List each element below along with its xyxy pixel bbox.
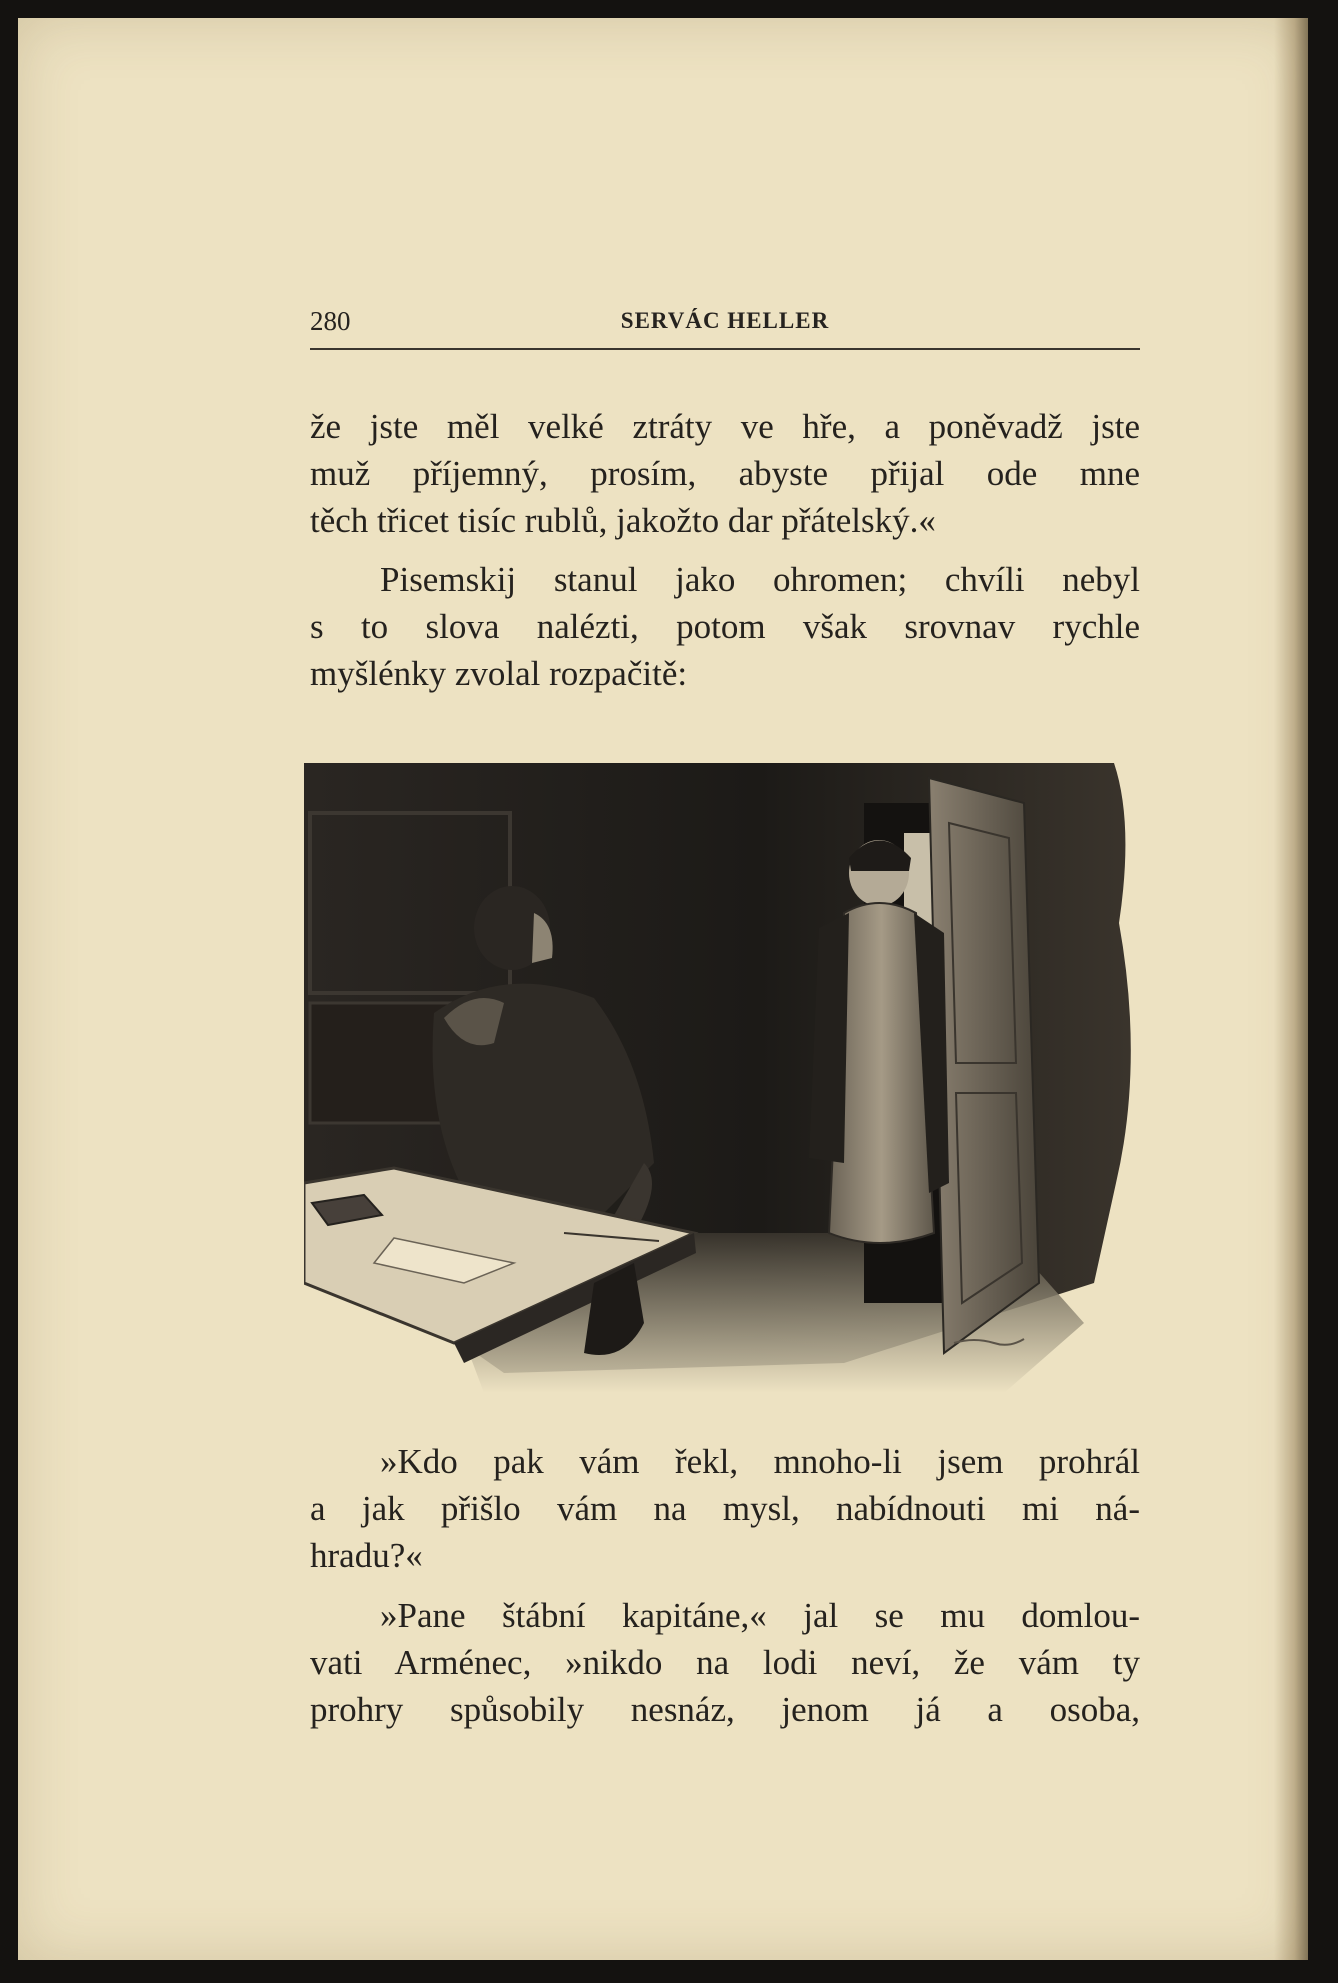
text-line: hradu?« bbox=[310, 1536, 423, 1575]
page-edge-shadow bbox=[1274, 18, 1308, 1960]
paragraph-1 bbox=[310, 403, 1140, 544]
illustration bbox=[304, 763, 1134, 1393]
page-header bbox=[310, 298, 1140, 350]
paragraph-4 bbox=[310, 1592, 1140, 1733]
text-line: a jak přišlo vám na mysl, nabídnouti mi ná- bbox=[310, 1489, 1140, 1528]
paragraph-2 bbox=[310, 556, 1140, 697]
text-line: vati Arménec, »nikdo na lodi neví, že vám ty bbox=[310, 1643, 1140, 1682]
engraving-image bbox=[304, 763, 1134, 1393]
text-line: prohry spůsobily nesnáz, jenom já a osoba, bbox=[310, 1690, 1140, 1729]
book-page bbox=[18, 18, 1308, 1960]
text-line: muž příjemný, prosím, abyste přijal ode mne bbox=[310, 454, 1140, 493]
text-line: »Kdo pak vám řekl, mnoho-li jsem prohrál bbox=[380, 1442, 1140, 1481]
text-line: Pisemskij stanul jako ohromen; chvíli nebyl bbox=[380, 560, 1140, 599]
page-number: 280 bbox=[310, 306, 351, 336]
text-line: že jste měl velké ztráty ve hře, a poněvadž jste bbox=[310, 407, 1140, 446]
running-head: SERVÁC HELLER bbox=[620, 308, 830, 333]
text-line: těch třicet tisíc rublů, jakožto dar přátelský.« bbox=[310, 501, 936, 540]
text-line: s to slova nalézti, potom však srovnav rychle bbox=[310, 607, 1140, 646]
text-line: »Pane štábní kapitáne,« jal se mu domlou- bbox=[380, 1596, 1140, 1635]
paragraph-3 bbox=[310, 1438, 1140, 1579]
text-line: myšlénky zvolal rozpačitě: bbox=[310, 654, 688, 693]
